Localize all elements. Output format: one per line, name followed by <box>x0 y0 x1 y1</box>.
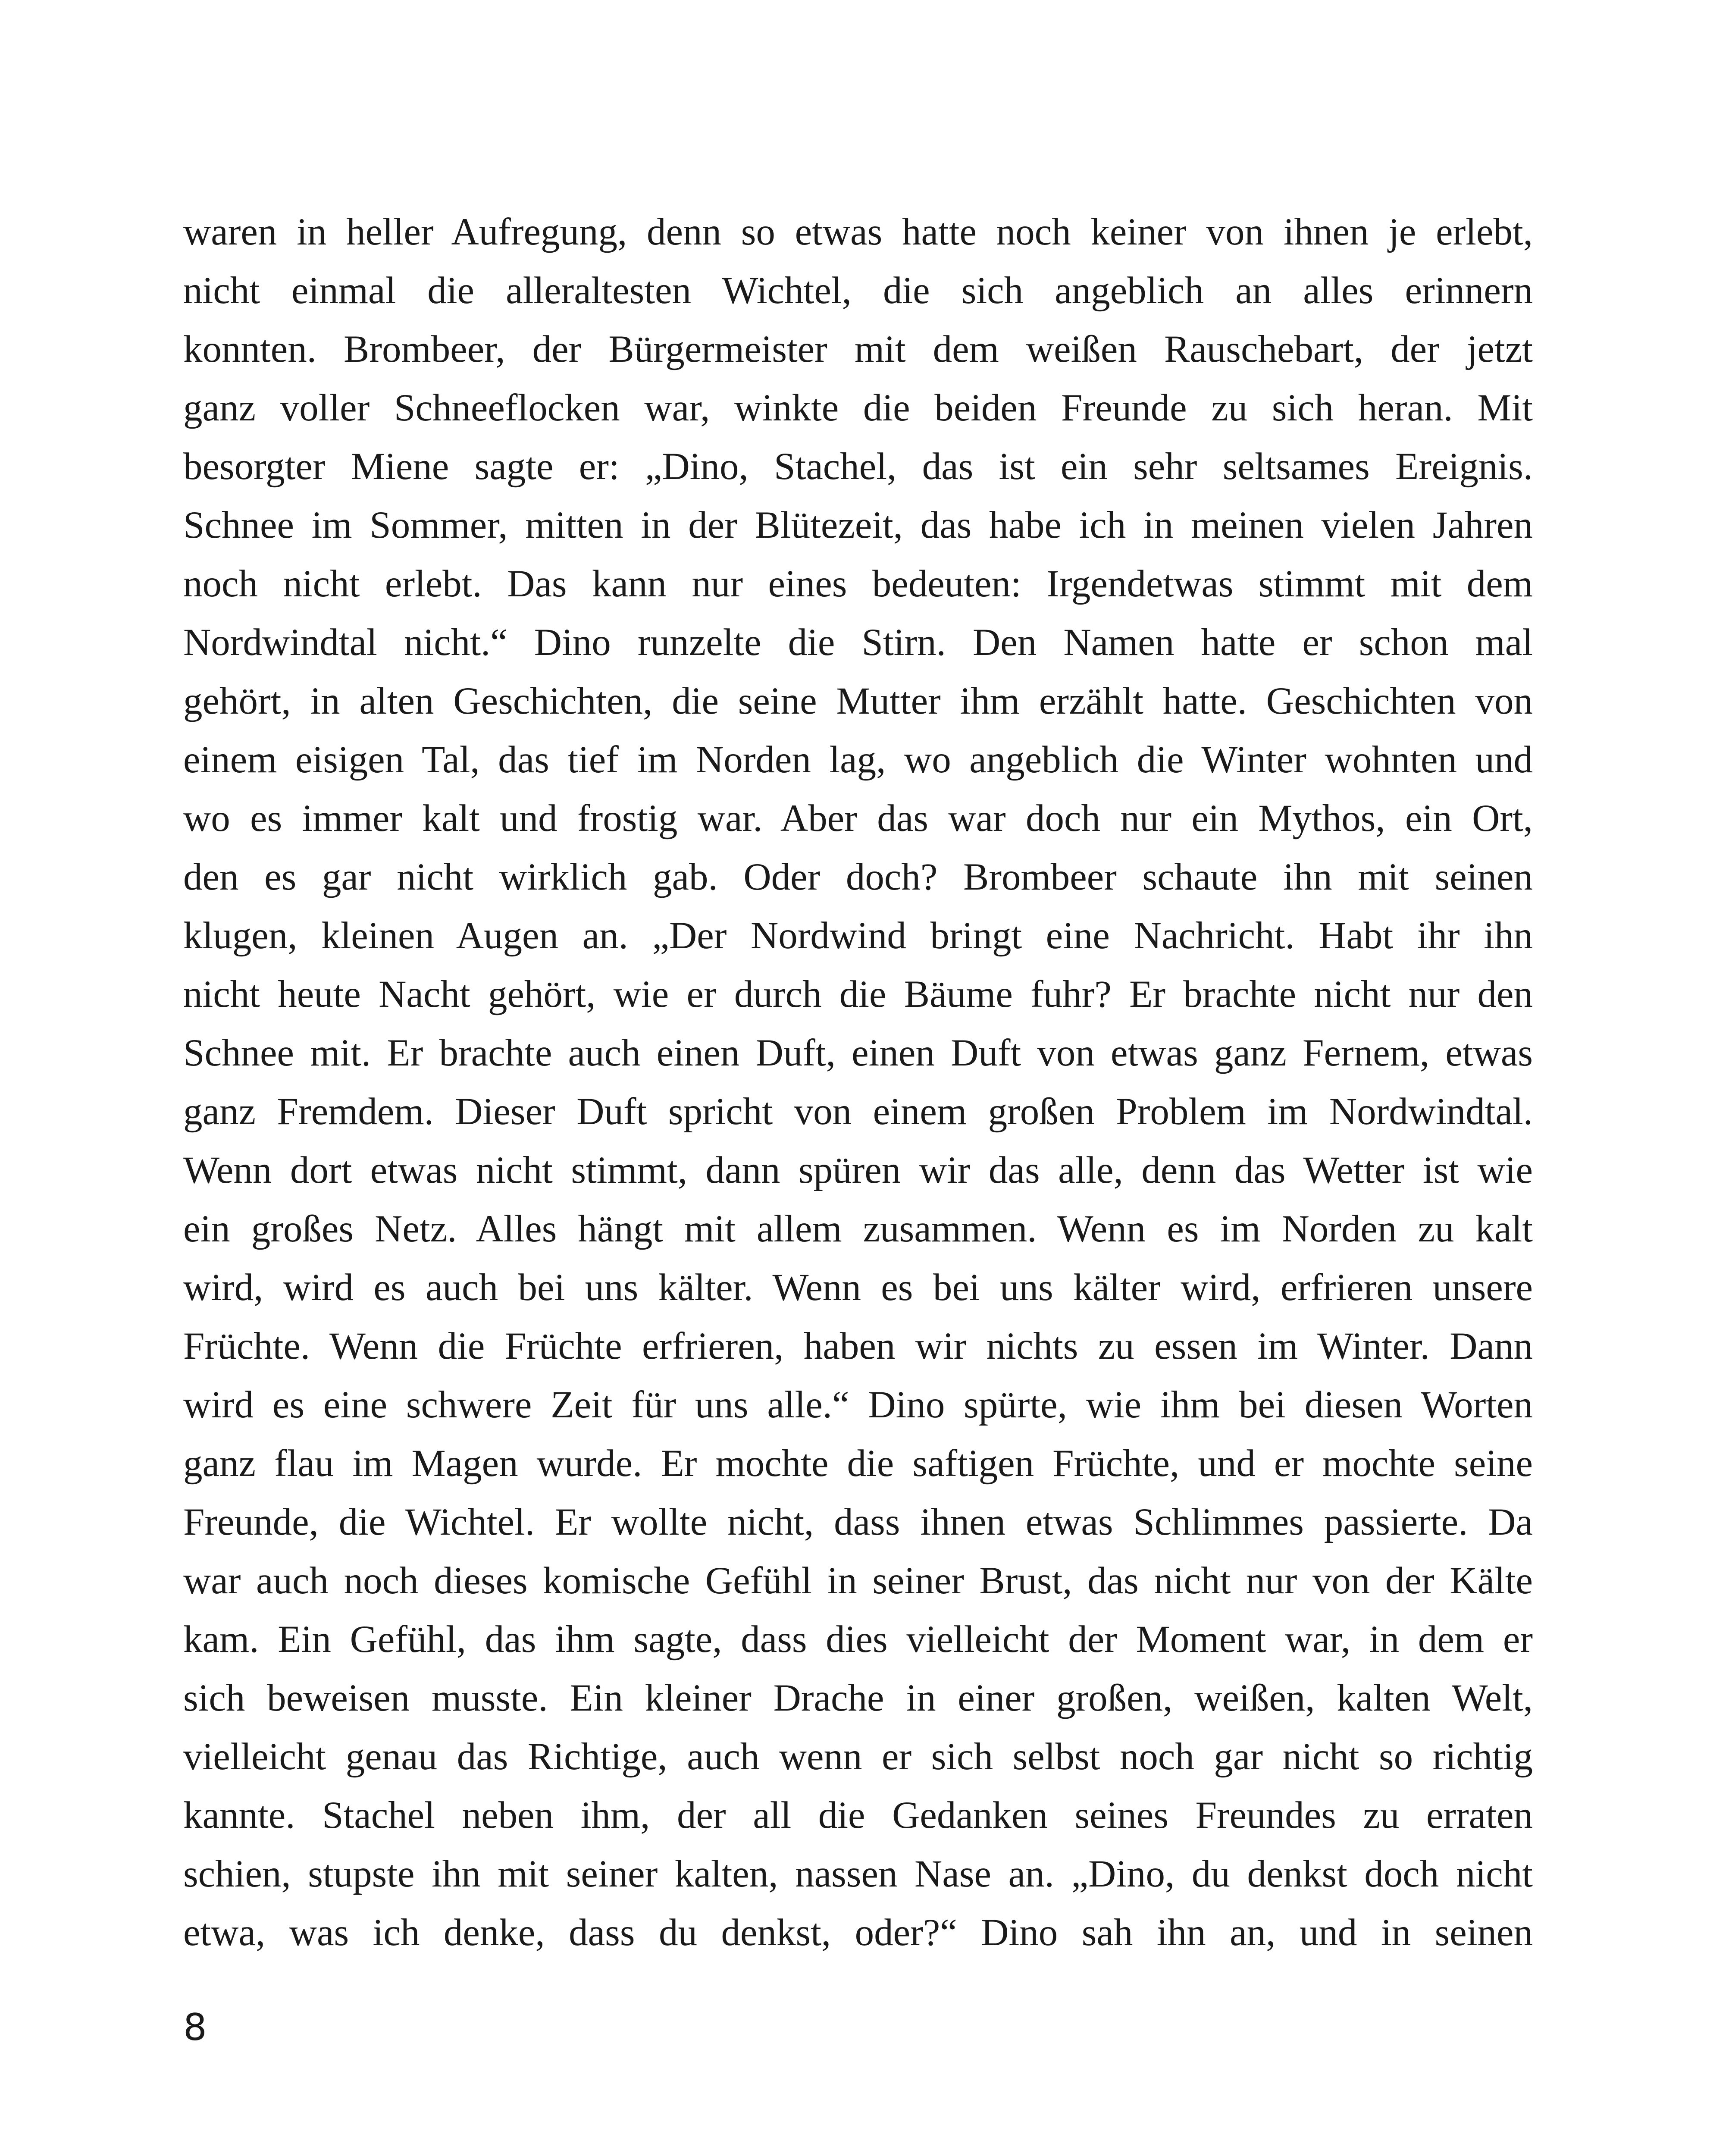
text-line: Wenn dort etwas nicht stimmt, dann spüren wir das alle, denn das Wetter ist wie <box>183 1149 1533 1191</box>
text-line: etwa, was ich denke, dass du denkst, oder?“ Dino sah ihn an, und in seinen <box>183 1912 1533 1954</box>
text-line: wird es eine schwere Zeit für uns alle.“ Dino spürte, wie ihm bei diesen Worten <box>183 1384 1533 1426</box>
text-line: ganz flau im Magen wurde. Er mochte die saftigen Früchte, und er mochte seine <box>183 1442 1533 1485</box>
text-line: besorgter Miene sagte er: „Dino, Stachel, das ist ein sehr seltsames Ereignis. <box>183 445 1533 488</box>
text-line: Früchte. Wenn die Früchte erfrieren, haben wir nichts zu essen im Winter. Dann <box>183 1325 1533 1367</box>
text-line: kannte. Stachel neben ihm, der all die Gedanken seines Freundes zu erraten <box>183 1794 1533 1836</box>
text-line: wird, wird es auch bei uns kälter. Wenn es bei uns kälter wird, erfrieren unsere <box>183 1266 1533 1309</box>
text-line: wo es immer kalt und frostig war. Aber das war doch nur ein Mythos, ein Ort, <box>183 797 1533 840</box>
text-line: gehört, in alten Geschichten, die seine Mutter ihm erzählt hatte. Geschichten von <box>183 680 1533 722</box>
text-line: Nordwindtal nicht.“ Dino runzelte die Stirn. Den Namen hatte er schon mal <box>183 621 1533 664</box>
text-line: Schnee mit. Er brachte auch einen Duft, einen Duft von etwas ganz Fernem, etwas <box>183 1032 1533 1074</box>
body-text <box>183 203 1533 1962</box>
text-line: Freunde, die Wichtel. Er wollte nicht, dass ihnen etwas Schlimmes passierte. Da <box>183 1501 1533 1543</box>
text-line: nicht einmal die alleraltesten Wichtel, die sich angeblich an alles erinnern <box>183 270 1533 312</box>
text-line: einem eisigen Tal, das tief im Norden lag, wo angeblich die Winter wohnten und <box>183 739 1533 781</box>
text-line: schien, stupste ihn mit seiner kalten, nassen Nase an. „Dino, du denkst doch nicht <box>183 1853 1533 1895</box>
text-line: den es gar nicht wirklich gab. Oder doch? Brombeer schaute ihn mit seinen <box>183 856 1533 898</box>
text-line: konnten. Brombeer, der Bürgermeister mit dem weißen Rauschebart, der jetzt <box>183 328 1533 370</box>
text-line: noch nicht erlebt. Das kann nur eines bedeuten: Irgendetwas stimmt mit dem <box>183 563 1533 605</box>
text-line: klugen, kleinen Augen an. „Der Nordwind bringt eine Nachricht. Habt ihr ihn <box>183 915 1533 957</box>
text-line: ein großes Netz. Alles hängt mit allem zusammen. Wenn es im Norden zu kalt <box>183 1208 1533 1250</box>
text-line: vielleicht genau das Richtige, auch wenn er sich selbst noch gar nicht so richtig <box>183 1736 1533 1778</box>
page-number: 8 <box>183 2006 207 2049</box>
text-line: ganz Fremdem. Dieser Duft spricht von einem großen Problem im Nordwindtal. <box>183 1091 1533 1133</box>
text-line: Schnee im Sommer, mitten in der Blütezeit, das habe ich in meinen vielen Jahren <box>183 504 1533 546</box>
text-line: sich beweisen musste. Ein kleiner Drache in einer großen, weißen, kalten Welt, <box>183 1677 1533 1719</box>
text-line: kam. Ein Gefühl, das ihm sagte, dass dies vielleicht der Moment war, in dem er <box>183 1618 1533 1661</box>
text-line: waren in heller Aufregung, denn so etwas hatte noch keiner von ihnen je erlebt, <box>183 211 1533 253</box>
text-line: nicht heute Nacht gehört, wie er durch die Bäume fuhr? Er brachte nicht nur den <box>183 973 1533 1015</box>
text-line: war auch noch dieses komische Gefühl in seiner Brust, das nicht nur von der Kälte <box>183 1560 1533 1602</box>
text-line: ganz voller Schneeflocken war, winkte die beiden Freunde zu sich heran. Mit <box>183 387 1533 429</box>
